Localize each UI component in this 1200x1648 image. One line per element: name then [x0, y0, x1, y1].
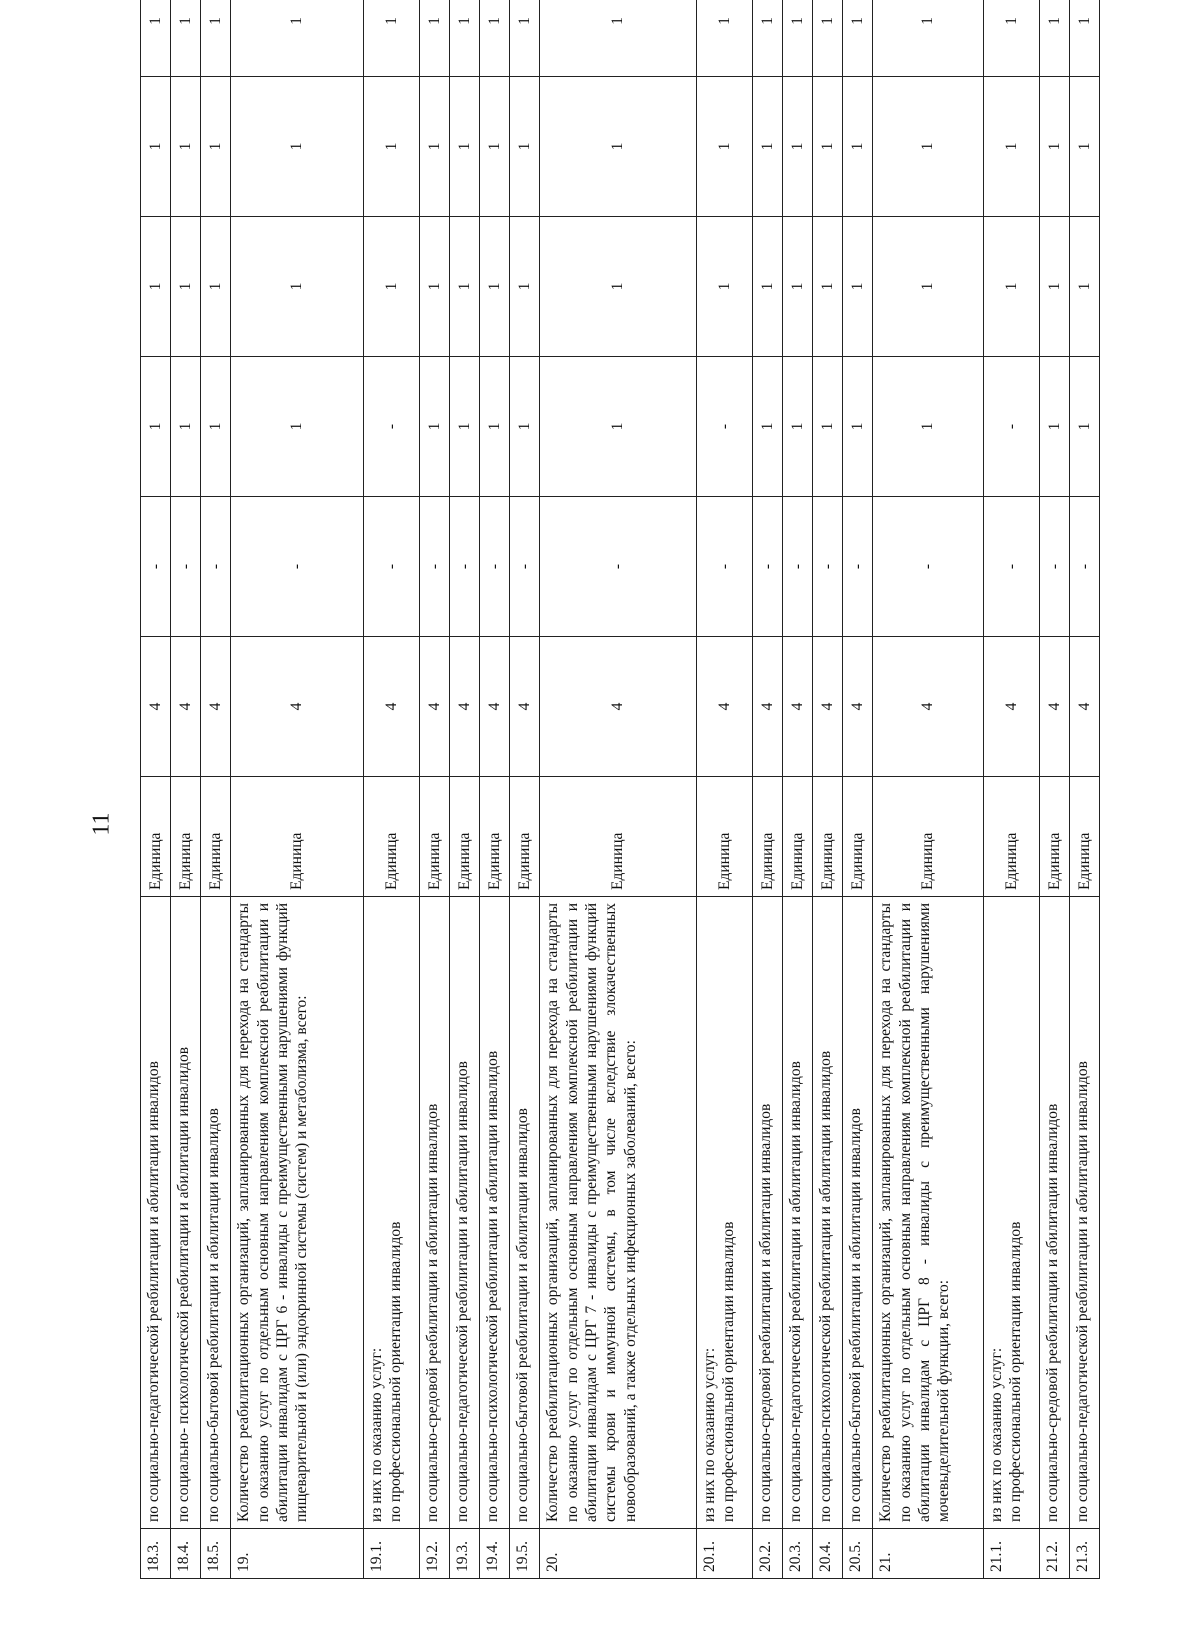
row-value: 1: [201, 77, 231, 217]
row-value: 1: [201, 217, 231, 357]
row-value: 1: [1039, 217, 1069, 357]
row-value: 1: [1039, 357, 1069, 497]
row-value: 1: [363, 0, 419, 77]
row-value: 4: [1039, 637, 1069, 777]
row-value: 1: [983, 77, 1039, 217]
row-value: 1: [1069, 0, 1099, 77]
row-number: 20.: [540, 1529, 696, 1579]
row-value: -: [983, 357, 1039, 497]
row-value: 4: [141, 637, 171, 777]
row-value: 1: [983, 217, 1039, 357]
row-number: 20.5.: [843, 1529, 873, 1579]
row-value: -: [782, 497, 812, 637]
row-unit: Единица: [540, 777, 696, 897]
row-value: -: [171, 497, 201, 637]
table-row: [983, 0, 1039, 1579]
row-value: 1: [449, 0, 479, 77]
row-value: 4: [201, 637, 231, 777]
row-value: 1: [510, 357, 540, 497]
row-value: -: [201, 497, 231, 637]
row-value: 4: [696, 637, 752, 777]
row-unit: Единица: [419, 777, 449, 897]
table-row: [843, 0, 873, 1579]
table-row: [201, 0, 231, 1579]
row-value: 1: [873, 217, 983, 357]
row-value: 1: [1039, 0, 1069, 77]
row-unit: Единица: [171, 777, 201, 897]
row-description: из них по оказанию услуг: по профессиональной ориентации инвалидов: [363, 897, 419, 1529]
row-value: 4: [813, 637, 843, 777]
row-number: 21.: [873, 1529, 983, 1579]
table-row: [1069, 0, 1099, 1579]
row-value: -: [843, 497, 873, 637]
row-value: 1: [171, 77, 201, 217]
row-value: 1: [510, 77, 540, 217]
row-description: Количество реабилитационных организаций, запланированных для перехода на стандарты по оказанию услуг по отдельным основным направлениям комплексной реабилитации и абилитации инвалидам с ЦРГ 8 - инвалиды с преимущественными нарушениями мочевыделительной функции, всего:: [873, 897, 983, 1529]
row-number: 20.3.: [782, 1529, 812, 1579]
row-unit: Единица: [1069, 777, 1099, 897]
row-value: -: [1039, 497, 1069, 637]
row-value: 1: [540, 357, 696, 497]
row-number: 21.2.: [1039, 1529, 1069, 1579]
row-value: -: [480, 497, 510, 637]
row-value: 1: [363, 217, 419, 357]
row-value: 1: [696, 0, 752, 77]
row-value: -: [873, 497, 983, 637]
row-value: -: [1069, 497, 1099, 637]
row-unit: Единица: [449, 777, 479, 897]
row-value: -: [231, 497, 363, 637]
row-description: по социально-педагогической реабилитации и абилитации инвалидов: [1069, 897, 1099, 1529]
row-description: по социально-бытовой реабилитации и абилитации инвалидов: [201, 897, 231, 1529]
row-value: 1: [782, 0, 812, 77]
row-value: 1: [231, 77, 363, 217]
row-number: 19.3.: [449, 1529, 479, 1579]
row-number: 21.1.: [983, 1529, 1039, 1579]
row-value: 4: [540, 637, 696, 777]
table-row: [510, 0, 540, 1579]
row-value: 4: [782, 637, 812, 777]
row-unit: Единица: [231, 777, 363, 897]
table-row: [752, 0, 782, 1579]
row-value: 1: [141, 217, 171, 357]
row-value: 1: [696, 77, 752, 217]
row-value: 1: [231, 217, 363, 357]
row-value: 1: [540, 0, 696, 77]
row-description: Количество реабилитационных организаций, запланированных для перехода на стандарты по оказанию услуг по отдельным основным направлениям комплексной реабилитации и абилитации инвалидам с ЦРГ 7 - инвалиды с преимущественными нарушениями функций системы крови и иммунной системы, в том числе вследствие злокачественных новообразований, а также отдельных инфекционных заболеваний, всего:: [540, 897, 696, 1529]
row-value: 1: [873, 357, 983, 497]
table-row: [419, 0, 449, 1579]
row-number: 21.3.: [1069, 1529, 1099, 1579]
row-number: 20.1.: [696, 1529, 752, 1579]
row-value: 1: [510, 217, 540, 357]
row-description: по социально- психологической реабилитации и абилитации инвалидов: [171, 897, 201, 1529]
rotated-page-content: [140, 17, 1100, 1579]
row-unit: Единица: [1039, 777, 1069, 897]
row-value: 1: [449, 77, 479, 217]
row-value: 1: [201, 0, 231, 77]
row-value: 1: [873, 77, 983, 217]
row-value: 1: [141, 0, 171, 77]
row-value: 1: [782, 217, 812, 357]
row-description: по социально-педагогической реабилитации и абилитации инвалидов: [782, 897, 812, 1529]
row-value: 1: [231, 0, 363, 77]
row-value: 1: [813, 0, 843, 77]
row-value: 1: [449, 357, 479, 497]
table-row: [813, 0, 843, 1579]
row-number: 19.: [231, 1529, 363, 1579]
row-unit: Единица: [480, 777, 510, 897]
row-number: 19.2.: [419, 1529, 449, 1579]
row-value: 1: [1039, 77, 1069, 217]
row-number: 18.3.: [141, 1529, 171, 1579]
row-value: 1: [813, 357, 843, 497]
row-value: 1: [171, 357, 201, 497]
row-value: -: [696, 497, 752, 637]
row-description: по социально-средовой реабилитации и абилитации инвалидов: [419, 897, 449, 1529]
row-value: 1: [363, 77, 419, 217]
row-unit: Единица: [201, 777, 231, 897]
row-description: из них по оказанию услуг: по профессиональной ориентации инвалидов: [696, 897, 752, 1529]
row-value: 1: [752, 217, 782, 357]
row-number: 19.1.: [363, 1529, 419, 1579]
row-value: 1: [419, 357, 449, 497]
row-unit: Единица: [363, 777, 419, 897]
row-description: по социально-средовой реабилитации и абилитации инвалидов: [1039, 897, 1069, 1529]
row-value: 1: [696, 217, 752, 357]
row-value: 1: [419, 0, 449, 77]
row-value: 1: [510, 0, 540, 77]
row-number: 18.5.: [201, 1529, 231, 1579]
row-value: -: [449, 497, 479, 637]
table-row: [782, 0, 812, 1579]
row-value: 1: [171, 0, 201, 77]
row-unit: Единица: [782, 777, 812, 897]
row-value: -: [141, 497, 171, 637]
row-unit: Единица: [983, 777, 1039, 897]
row-unit: Единица: [752, 777, 782, 897]
row-value: 1: [1069, 357, 1099, 497]
row-description: по социально-педагогической реабилитации и абилитации инвалидов: [449, 897, 479, 1529]
row-value: 4: [873, 637, 983, 777]
row-value: 4: [752, 637, 782, 777]
row-unit: Единица: [696, 777, 752, 897]
row-value: 4: [363, 637, 419, 777]
row-value: 1: [752, 0, 782, 77]
row-value: -: [363, 357, 419, 497]
row-value: 1: [171, 217, 201, 357]
row-value: -: [813, 497, 843, 637]
row-value: 4: [231, 637, 363, 777]
row-value: 4: [510, 637, 540, 777]
row-value: 1: [813, 77, 843, 217]
row-value: 4: [480, 637, 510, 777]
row-value: 1: [480, 0, 510, 77]
row-value: -: [363, 497, 419, 637]
table-body: [141, 0, 1100, 1579]
row-description: по социально-педагогической реабилитации и абилитации инвалидов: [141, 897, 171, 1529]
row-value: 4: [419, 637, 449, 777]
row-value: -: [696, 357, 752, 497]
row-value: 1: [231, 357, 363, 497]
row-description: по социально-бытовой реабилитации и абилитации инвалидов: [843, 897, 873, 1529]
row-unit: Единица: [813, 777, 843, 897]
row-value: 1: [843, 0, 873, 77]
table-row: [231, 0, 363, 1579]
row-value: 1: [540, 217, 696, 357]
row-number: 19.5.: [510, 1529, 540, 1579]
row-number: 20.4.: [813, 1529, 843, 1579]
row-value: 4: [843, 637, 873, 777]
row-value: -: [510, 497, 540, 637]
row-value: 1: [419, 217, 449, 357]
row-value: 1: [1069, 217, 1099, 357]
table-row: [873, 0, 983, 1579]
row-value: 4: [1069, 637, 1099, 777]
row-unit: Единица: [510, 777, 540, 897]
table-row: [540, 0, 696, 1579]
row-value: 1: [540, 77, 696, 217]
row-description: Количество реабилитационных организаций, запланированных для перехода на стандарты по оказанию услуг по отдельным основным направлениям комплексной реабилитации и абилитации инвалидам с ЦРГ 6 - инвалиды с преимущественными нарушениями функций пищеварительной и (или) эндокринной системы (систем) и метаболизма, всего:: [231, 897, 363, 1529]
row-value: -: [752, 497, 782, 637]
row-value: 1: [843, 217, 873, 357]
table-row: [480, 0, 510, 1579]
row-value: 1: [141, 77, 171, 217]
row-value: 1: [873, 0, 983, 77]
row-description: по социально-средовой реабилитации и абилитации инвалидов: [752, 897, 782, 1529]
row-unit: Единица: [843, 777, 873, 897]
row-number: 20.2.: [752, 1529, 782, 1579]
table-row: [696, 0, 752, 1579]
row-description: по социально-бытовой реабилитации и абилитации инвалидов: [510, 897, 540, 1529]
row-number: 19.4.: [480, 1529, 510, 1579]
row-value: 1: [419, 77, 449, 217]
row-value: 1: [480, 217, 510, 357]
row-value: 1: [782, 357, 812, 497]
row-value: -: [983, 497, 1039, 637]
row-value: -: [419, 497, 449, 637]
row-value: 1: [449, 217, 479, 357]
row-value: 1: [752, 77, 782, 217]
row-value: 1: [983, 0, 1039, 77]
row-description: по социально-психологической реабилитации и абилитации инвалидов: [813, 897, 843, 1529]
row-unit: Единица: [141, 777, 171, 897]
row-value: 4: [983, 637, 1039, 777]
row-value: 1: [480, 357, 510, 497]
table-row: [449, 0, 479, 1579]
table-row: [363, 0, 419, 1579]
row-description: по социально-психологической реабилитации и абилитации инвалидов: [480, 897, 510, 1529]
row-value: 4: [171, 637, 201, 777]
row-value: 4: [449, 637, 479, 777]
row-value: 1: [843, 77, 873, 217]
row-value: -: [540, 497, 696, 637]
table-row: [141, 0, 171, 1579]
row-value: 1: [141, 357, 171, 497]
page-number: 11: [88, 812, 115, 836]
table-row: [171, 0, 201, 1579]
row-value: 1: [782, 77, 812, 217]
row-value: 1: [843, 357, 873, 497]
table-row: [1039, 0, 1069, 1579]
row-value: 1: [752, 357, 782, 497]
row-number: 18.4.: [171, 1529, 201, 1579]
row-value: 1: [813, 217, 843, 357]
row-value: 1: [480, 77, 510, 217]
row-description: из них по оказанию услуг: по профессиональной ориентации инвалидов: [983, 897, 1039, 1529]
row-unit: Единица: [873, 777, 983, 897]
row-value: 1: [201, 357, 231, 497]
indicator-table: [140, 0, 1100, 1579]
row-value: 1: [1069, 77, 1099, 217]
